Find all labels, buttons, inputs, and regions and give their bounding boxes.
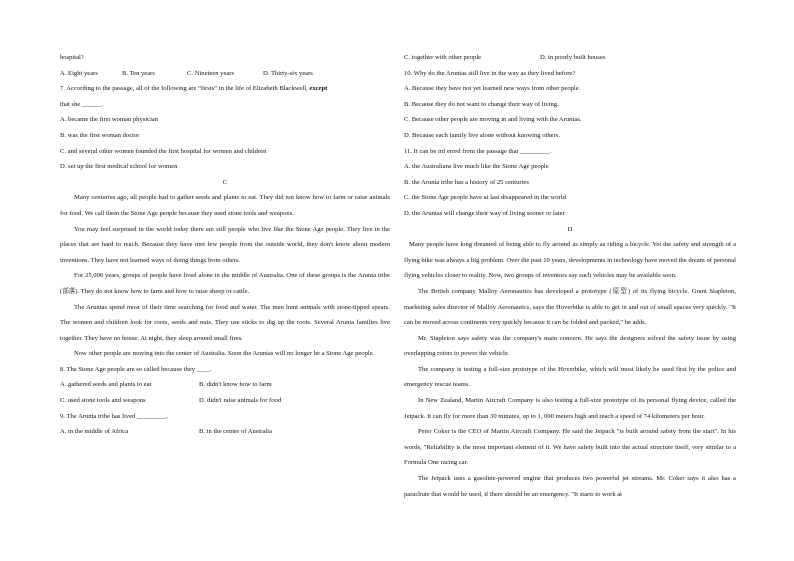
passage-d-paragraph: Many people have long dreamed of being able to fly around as simply as riding a bicycle. Yet the safety and strength of a flying bike was always a big problem. Over the past 10 years, developments in technology have moved the dream of personal flying vehicles closer to reality. Now, two groups of inventors say such vehicles may be available soon.	[404, 241, 736, 280]
q7-option-a: A. became the first woman physician	[60, 116, 159, 124]
passage-d-paragraph: Peter Coker is the CEO of Martin Aircraft Company. He said the Jetpack "is built around safety from the start". In his words, "Reliability is the most important element of it. We have safety built into the actual structure itself, very similar to a Formula One racing car.	[404, 428, 736, 467]
q10-stem: 10. Why do the Aruntas still live in the way as they lived before?	[404, 69, 576, 77]
q6-option-b: B. Ten years	[122, 69, 155, 77]
q6-options	[60, 66, 390, 82]
q8-option-a: A. gathered seeds and plants to eat	[60, 381, 152, 389]
q10-option-a: A. Because they have not yet learned new ways from other people.	[404, 85, 581, 93]
q6-option-c: C. Nineteen years	[187, 69, 235, 77]
q9-options-row2	[404, 50, 736, 66]
q9-option-c: C. together with other people	[404, 54, 482, 61]
q6-tail: hospital?	[60, 54, 84, 61]
q8-options-row2	[60, 393, 390, 409]
q7-option-b: B. was the first woman doctor	[60, 131, 140, 139]
passage-d-paragraph: Mr. Stapleton says safety was the company's main concern. He says the designers solved the safety issue by using overlapping rotors to power the vehicle.	[404, 334, 736, 358]
q8-option-d: D. didn't raise animals for food	[199, 397, 282, 405]
passage-c-paragraph: For 25,000 years, groups of people have lived alone in the middle of Australia. One of these groups is the Arunta tribe (部落). They do not know how to farm and how to raise sheep or cattle.	[60, 272, 390, 295]
passage-d-paragraph: The British company Malloy Aeronautics has developed a prototype (原型) of its flying bicycle. Grant Stapleton, marketing sales director of Malloy Aeronautics, says the Hoverbike is able to get in and out of small spaces very quickly. "It can be moved across continents very quickly because it can be folded and packed," he adds.	[404, 287, 736, 327]
q7-option-c: C. and several other women founded the first hospital for women and children	[60, 147, 267, 155]
right-column	[404, 50, 736, 502]
left-column	[60, 50, 390, 440]
q9-options-row1	[60, 424, 390, 440]
q9-option-b: B. in the center of Australia	[199, 428, 272, 436]
q7-stem-cont: that she ______.	[60, 100, 104, 108]
q9-stem: 9. The Arunta tribe has lived _________.	[60, 412, 169, 420]
passage-d-paragraph: The company is testing a full-size prototype of the Hoverbike, which will most likely be used first by the police and emergency rescue teams.	[404, 365, 736, 389]
passage-c-paragraph: Now other people are moving into the center of Australia. Soon the Aruntas will no longer be a Stone Age people.	[74, 350, 375, 358]
q9-option-d: D. in poorly built houses	[540, 54, 606, 61]
q8-stem: 8. The Stone Age people are so called because they ____.	[60, 365, 212, 373]
q6-option-d: D. Thirty-six years	[263, 69, 313, 77]
passage-d-paragraph: The Jetpack uses a gasoline-powered engine that produces two powerful jet streams. Mr. Coker says it also has a parachute that would be used, if there should be an emergency. "It starts to work at	[404, 475, 736, 498]
q7-option-d: D. set up the first medical school for women	[60, 163, 178, 171]
q8-options-row1	[60, 377, 390, 393]
passage-c-paragraph: The Aruntas spend most of their time searching for food and water. The men hunt animals with stone-tipped spears. The women and children look for roots, seeds and nuts. They use sticks to dig up the roots. Several Arunta families live together. They have no house. At night, they sleep around small fires.	[60, 303, 390, 342]
q11-option-b: B. the Arunta tribe has a history of 25 centuries	[404, 178, 529, 186]
q7-except: except	[309, 85, 328, 93]
q8-option-c: C. used stone tools and weapons	[60, 397, 146, 405]
q8-option-b: B. didn't know how to farm	[199, 381, 272, 389]
q11-stem: 11. It can be inf erred from the passage that _________.	[404, 147, 552, 155]
q11-option-d: D. the Aruntas will change their way of living sooner or later	[404, 209, 565, 217]
section-d-heading: D	[567, 225, 573, 233]
passage-c-paragraph: Many centuries ago, all people had to gather seeds and plants to eat. They did not know how to farm or raise animals for food. We call them the Stone Age people because they used stone tools and weapons.	[60, 194, 390, 217]
passage-d-paragraph: In New Zealand, Martin Aircraft Company is also testing a full-size prototype of its personal flying device, called the Jetpack. It can fly for more than 30 minutes, up to 1, 000 meters high and reach a speed of 74 kilometers per hour.	[404, 397, 736, 420]
section-c-heading: C	[222, 178, 228, 186]
q6-option-a: A. Eight years	[60, 69, 98, 77]
q10-option-c: C. Because other people are moving in and living with the Aruntas.	[404, 116, 582, 124]
q10-option-d: D. Because each family live alone without knowing others.	[404, 131, 561, 139]
passage-c-paragraph: You may feel surprised in the world today there are still people who live like the Stone Age people. They live in the places that are hard to reach. Because they have met few people from the outside world, they don't know about modern inventions. They have not learned ways of doing things from others.	[60, 225, 390, 264]
q10-option-b: B. Because they do not want to change their way of living.	[404, 100, 559, 108]
q7-stem: 7. According to the passage, all of the following are “firsts” in the life of Elizabeth Blackwell, except	[60, 85, 328, 93]
q11-option-a: A. the Australians live much like the Stone Age people	[404, 163, 549, 171]
q9-option-a: A. in the middle of Africa	[60, 428, 129, 436]
q11-option-c: C. the Stone Age people have at last disappeared in the world	[404, 194, 566, 202]
